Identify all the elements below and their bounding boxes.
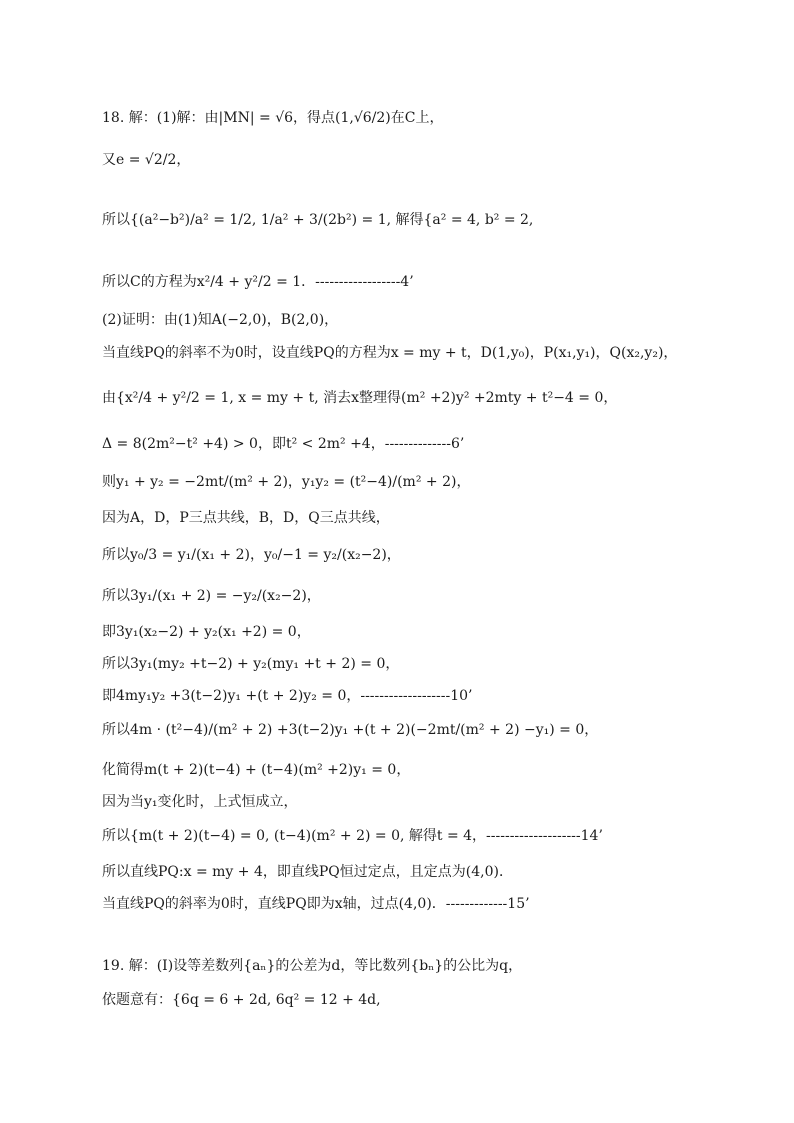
line-expand-1: 即3y₁(x₂−2) + y₂(x₁ +2) = 0， — [102, 624, 311, 640]
line-simplify: 化简得m(t + 2)(t−4) + (t−4)(m² +2)y₁ = 0， — [102, 762, 411, 778]
line-system-3: 所以{m(t + 2)(t−4) = 0, (t−4)(m² + 2) = 0, 解得t = 4，--------------------14’ — [102, 828, 603, 844]
line-setup-line: 当直线PQ的斜率不为0时，设直线PQ的方程为x = my + t，D(1,y₀)，P(x₁,y₁)，Q(x₂,y₂)， — [102, 345, 678, 361]
line-fixed-point: 所以直线PQ:x = my + 4，即直线PQ恒过定点，且定点为(4,0)． — [102, 864, 513, 880]
line-vieta: 则y₁ + y₂ = −2mt/(m² + 2)，y₁y₂ = (t²−4)/(m² + 2)， — [102, 474, 471, 490]
line-18-intro: 18. 解：(1)解：由|MN| = √6，得点(1,√6/2)在C上， — [102, 110, 444, 126]
line-constant: 因为当y₁变化时，上式恒成立， — [102, 794, 298, 810]
line-system-1: 所以{(a²−b²)/a² = 1/2, 1/a² + 3/(2b²) = 1, 解得{a² = 4, b² = 2, — [102, 212, 534, 228]
line-19-system: 依题意有：{6q = 6 + 2d, 6q² = 12 + 4d, — [102, 992, 381, 1008]
line-ratio-1: 所以y₀/3 = y₁/(x₁ + 2)，y₀/−1 = y₂/(x₂−2)， — [102, 547, 401, 563]
line-ellipse-eq: 所以C的方程为x²/4 + y²/2 = 1．------------------4’ — [102, 274, 414, 290]
line-discriminant: Δ = 8(2m²−t² +4) > 0，即t² < 2m² +4，--------------6’ — [102, 436, 465, 452]
line-collinear: 因为A，D，P三点共线，B，D，Q三点共线， — [102, 510, 390, 526]
line-substitute: 所以4m · (t²−4)/(m² + 2) +3(t−2)y₁ +(t + 2)(−2mt/(m² + 2) −y₁) = 0， — [102, 722, 599, 738]
line-part2-intro: (2)证明：由(1)知A(−2,0)，B(2,0)， — [102, 312, 339, 328]
line-ratio-2: 所以3y₁/(x₁ + 2) = −y₂/(x₂−2)， — [102, 588, 321, 604]
line-expand-3: 即4my₁y₂ +3(t−2)y₁ +(t + 2)y₂ = 0，-------------------10’ — [102, 688, 473, 704]
line-19-intro: 19. 解：(Ⅰ)设等差数列{aₙ}的公差为d，等比数列{bₙ}的公比为q， — [102, 958, 523, 974]
line-expand-2: 所以3y₁(my₂ +t−2) + y₂(my₁ +t + 2) = 0， — [102, 656, 400, 672]
line-slope-zero: 当直线PQ的斜率为0时，直线PQ即为x轴，过点(4,0)．-------------15’ — [102, 896, 530, 912]
line-system-2: 由{x²/4 + y²/2 = 1, x = my + t, 消去x整理得(m² +2)y² +2mty + t²−4 = 0， — [102, 390, 618, 406]
line-eccentricity: 又e = √2/2， — [102, 152, 191, 168]
